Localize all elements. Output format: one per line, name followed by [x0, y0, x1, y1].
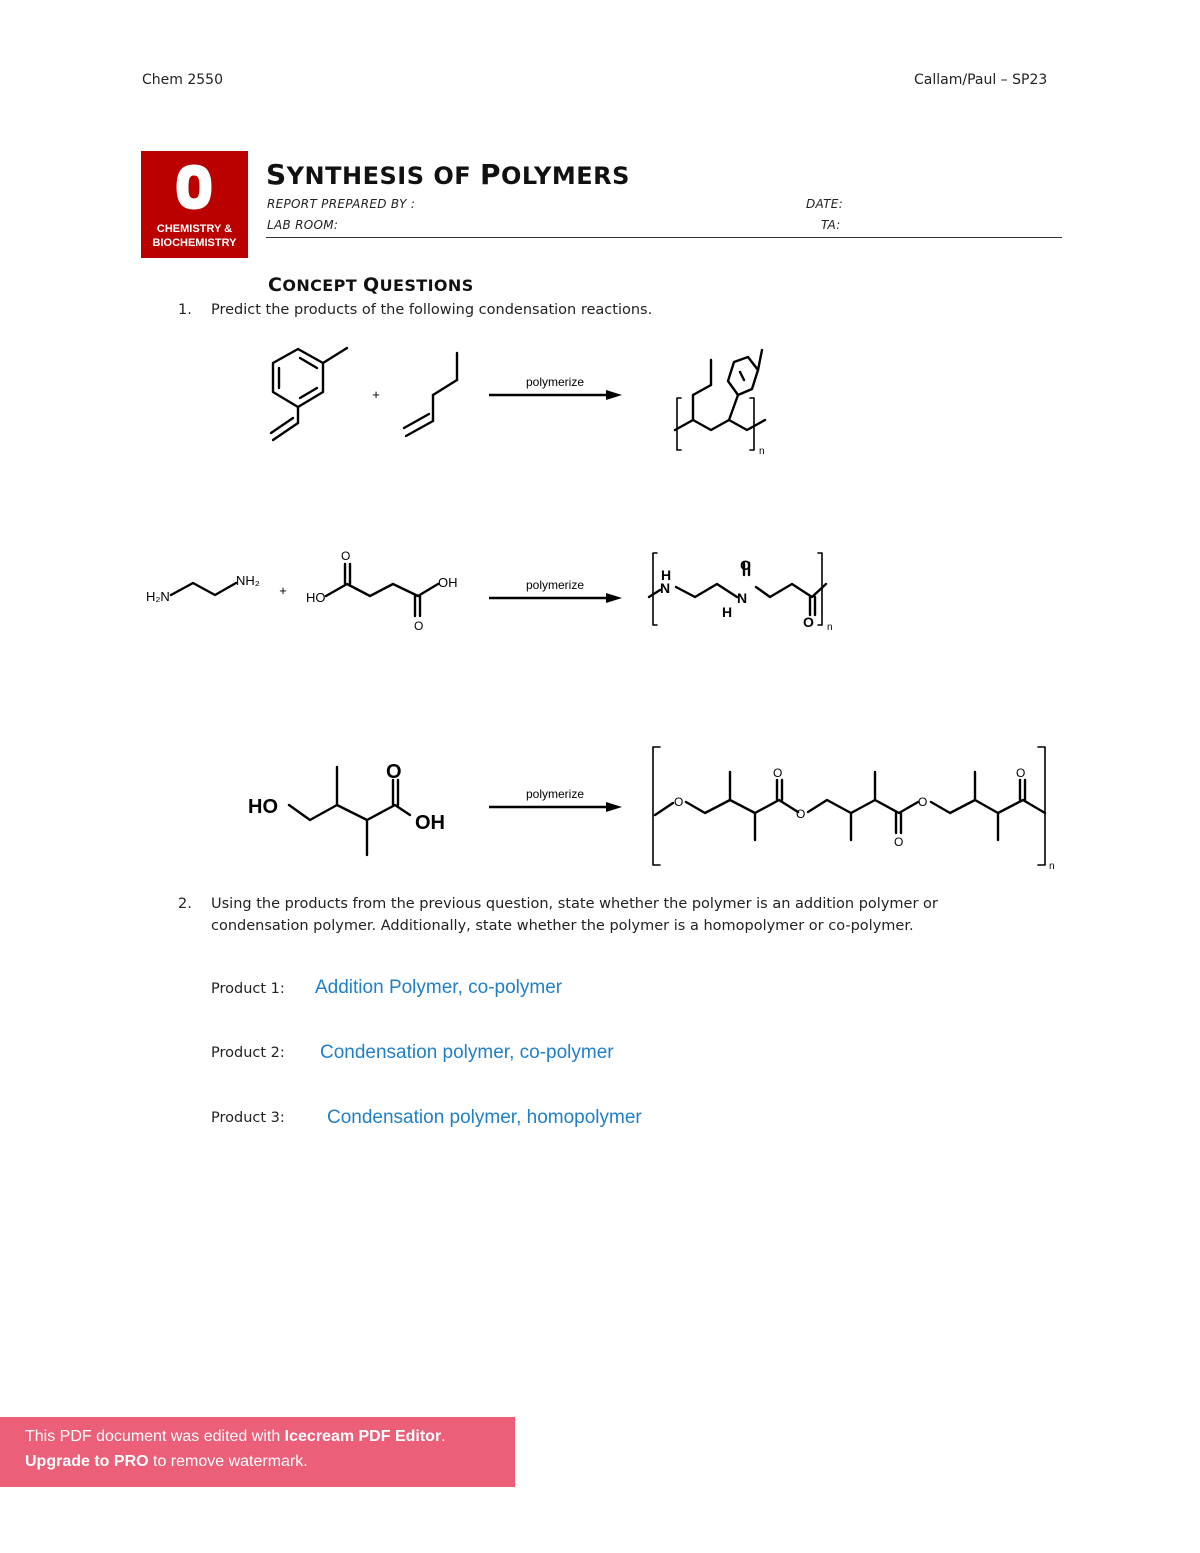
r2-ho: HO [306, 590, 326, 605]
r1-product-structure [675, 350, 765, 450]
r3-ester-o-2: O [796, 807, 806, 821]
r1-arrowhead [606, 390, 622, 400]
product-2-label: Product 2: [211, 1045, 285, 1061]
r2-diamine-structure [171, 583, 236, 595]
upgrade-link[interactable]: Upgrade to PRO [25, 1453, 149, 1470]
r2-product-o-1: O [740, 557, 751, 573]
r2-nh2: NH₂ [236, 573, 260, 588]
r2-arrow-label: polymerize [525, 578, 585, 592]
reaction-arrows [489, 390, 622, 812]
watermark-line-1: This PDF document was edited with Icecream PDF Editor. [25, 1428, 446, 1445]
product-1-label: Product 1: [211, 981, 285, 997]
product-3-label: Product 3: [211, 1110, 285, 1126]
product-2-answer[interactable]: Condensation polymer, co-polymer [320, 1042, 614, 1063]
r3-oh: OH [415, 812, 445, 834]
r2-product-h-1: H [661, 567, 672, 583]
r3-ho: HO [248, 796, 278, 818]
r3-subscript-n: n [1049, 861, 1055, 872]
r2-product-structure [649, 553, 826, 625]
r1-monomer-b-structure [404, 353, 457, 436]
r1-plus: + [372, 387, 380, 402]
r3-carbonyl-o: O [386, 761, 402, 783]
r2-arrowhead [606, 593, 622, 603]
section-heading: CONCEPT QUESTIONS [268, 274, 474, 296]
r2-oh: OH [438, 575, 458, 590]
r2-carbonyl-o-1: O [341, 549, 351, 563]
r2-h2n: H₂N [146, 589, 170, 604]
r1-monomer-a-structure [271, 348, 347, 440]
icecream-link[interactable]: Icecream PDF Editor [284, 1428, 442, 1445]
question-2-number: 2. [178, 896, 192, 912]
r3-carbonyl-o-2: O [894, 835, 904, 849]
r1-subscript-n: n [759, 446, 765, 457]
r3-carbonyl-o-1: O [773, 766, 783, 780]
r3-product-structure [653, 747, 1045, 865]
r3-arrowhead [606, 802, 622, 812]
logo-line-1: CHEMISTRY & [156, 223, 233, 235]
ta-label: TA: [821, 218, 841, 232]
r2-diacid-structure [326, 564, 438, 616]
r2-product-h-2: H [722, 604, 733, 620]
product-3-answer[interactable]: Condensation polymer, homopolymer [327, 1107, 642, 1128]
product-1-answer[interactable]: Addition Polymer, co-polymer [315, 977, 563, 998]
report-prepared-by-label: REPORT PREPARED BY : [267, 197, 416, 211]
logo-line-2: BIOCHEMISTRY [152, 237, 237, 249]
r3-ester-o-1: O [674, 795, 684, 809]
question-2-line-1: Using the products from the previous question, state whether the polymer is an addition polymer or [211, 896, 938, 912]
r2-product-o-2: O [803, 614, 814, 630]
question-1-number: 1. [178, 302, 192, 318]
watermark-line-2: Upgrade to PRO to remove watermark. [25, 1453, 308, 1470]
course-code: Chem 2550 [142, 72, 223, 88]
r2-carbonyl-o-2: O [414, 619, 424, 633]
lab-room-label: LAB ROOM: [267, 218, 339, 232]
instructor-term: Callam/Paul – SP23 [914, 72, 1048, 88]
question-2-line-2: condensation polymer. Additionally, state whether the polymer is a homopolymer or co-polymer. [211, 918, 914, 934]
r1-arrow-label: polymerize [525, 375, 585, 389]
r3-carbonyl-o-3: O [1016, 766, 1026, 780]
date-label: DATE: [806, 197, 844, 211]
r3-ester-o-3: O [918, 795, 928, 809]
r2-product-n-2: N [737, 590, 748, 606]
question-1-text: Predict the products of the following condensation reactions. [211, 302, 653, 318]
watermark-banner[interactable] [0, 1417, 515, 1487]
page-title: SYNTHESIS OF POLYMERS [266, 158, 630, 191]
r2-product-n-1: N [660, 580, 671, 596]
r3-arrow-label: polymerize [525, 787, 585, 801]
r2-subscript-n: n [827, 622, 833, 633]
r2-plus: + [279, 583, 287, 598]
